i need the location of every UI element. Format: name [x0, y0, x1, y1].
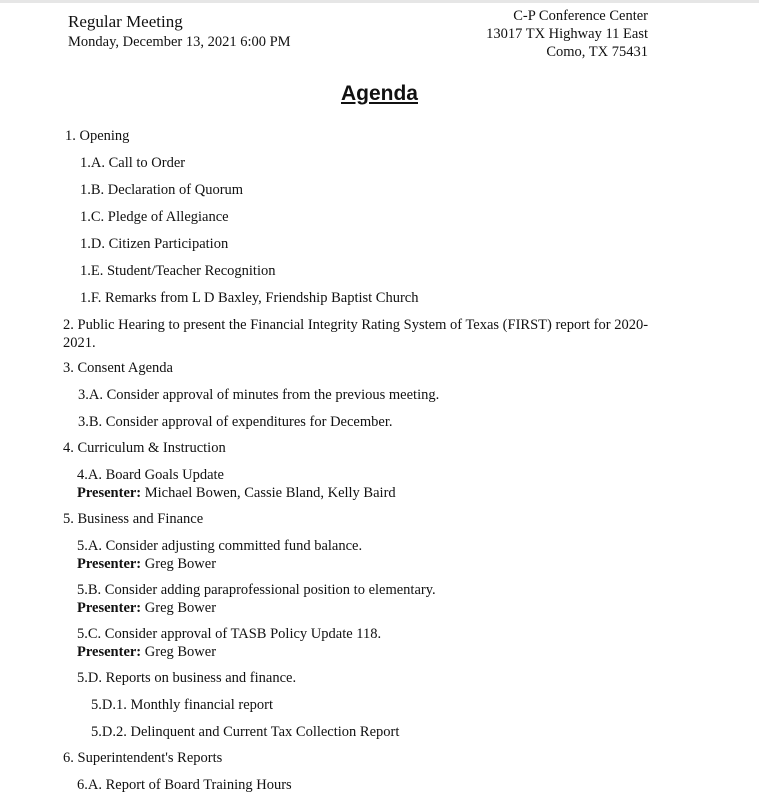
agenda-item-1a: 1.A. Call to Order — [80, 155, 186, 171]
presenter-name: Greg Bower — [144, 556, 217, 572]
address-line-1: 13017 TX Highway 11 East — [486, 26, 648, 42]
agenda-item-5d2: 5.D.2. Delinquent and Current Tax Collection Report — [91, 724, 400, 740]
presenter-label: Presenter: — [77, 485, 142, 501]
agenda-item-5d1: 5.D.1. Monthly financial report — [91, 697, 274, 713]
agenda-item-5d: 5.D. Reports on business and finance. — [77, 670, 297, 686]
agenda-item-1d: 1.D. Citizen Participation — [80, 236, 229, 252]
meeting-info — [68, 12, 291, 51]
agenda-item-3b: 3.B. Consider approval of expenditures for December. — [78, 414, 393, 430]
location-name: C-P Conference Center — [513, 8, 648, 24]
agenda-item-1b: 1.B. Declaration of Quorum — [80, 182, 244, 198]
presenter-label: Presenter: — [77, 644, 142, 660]
presenter-4a — [77, 484, 396, 502]
presenter-name: Michael Bowen, Cassie Bland, Kelly Baird — [144, 485, 396, 501]
presenter-5b — [77, 599, 216, 617]
agenda-item-1e: 1.E. Student/Teacher Recognition — [80, 263, 276, 279]
meeting-location — [486, 7, 648, 61]
agenda-item-4: 4. Curriculum & Instruction — [63, 440, 226, 456]
meeting-type: Regular Meeting — [68, 12, 183, 31]
address-line-2: Como, TX 75431 — [546, 44, 648, 60]
agenda-item-1f: 1.F. Remarks from L D Baxley, Friendship Baptist Church — [80, 290, 419, 306]
agenda-item-4a: 4.A. Board Goals Update — [77, 467, 224, 483]
agenda-item-3a: 3.A. Consider approval of minutes from the previous meeting. — [78, 387, 440, 403]
agenda-item-1: 1. Opening — [65, 128, 130, 144]
page-title: Agenda — [340, 82, 418, 105]
agenda-item-5b: 5.B. Consider adding paraprofessional position to elementary. — [77, 582, 436, 598]
presenter-name: Greg Bower — [144, 600, 217, 616]
agenda-item-5a: 5.A. Consider adjusting committed fund balance. — [77, 538, 363, 554]
meeting-datetime: Monday, December 13, 2021 6:00 PM — [68, 34, 291, 50]
agenda-item-5c: 5.C. Consider approval of TASB Policy Update 118. — [77, 626, 382, 642]
presenter-5a — [77, 555, 216, 573]
presenter-name: Greg Bower — [144, 644, 217, 660]
presenter-5c — [77, 643, 216, 661]
presenter-label: Presenter: — [77, 600, 142, 616]
presenter-label: Presenter: — [77, 556, 142, 572]
agenda-item-6a: 6.A. Report of Board Training Hours — [77, 777, 292, 793]
agenda-item-3: 3. Consent Agenda — [63, 360, 173, 376]
agenda-item-5: 5. Business and Finance — [63, 511, 204, 527]
agenda-item-1c: 1.C. Pledge of Allegiance — [80, 209, 229, 225]
agenda-item-6: 6. Superintendent's Reports — [63, 750, 223, 766]
agenda-item-2: 2. Public Hearing to present the Financial Integrity Rating System of Texas (FIRST) report for 2020-2021. — [63, 317, 649, 351]
